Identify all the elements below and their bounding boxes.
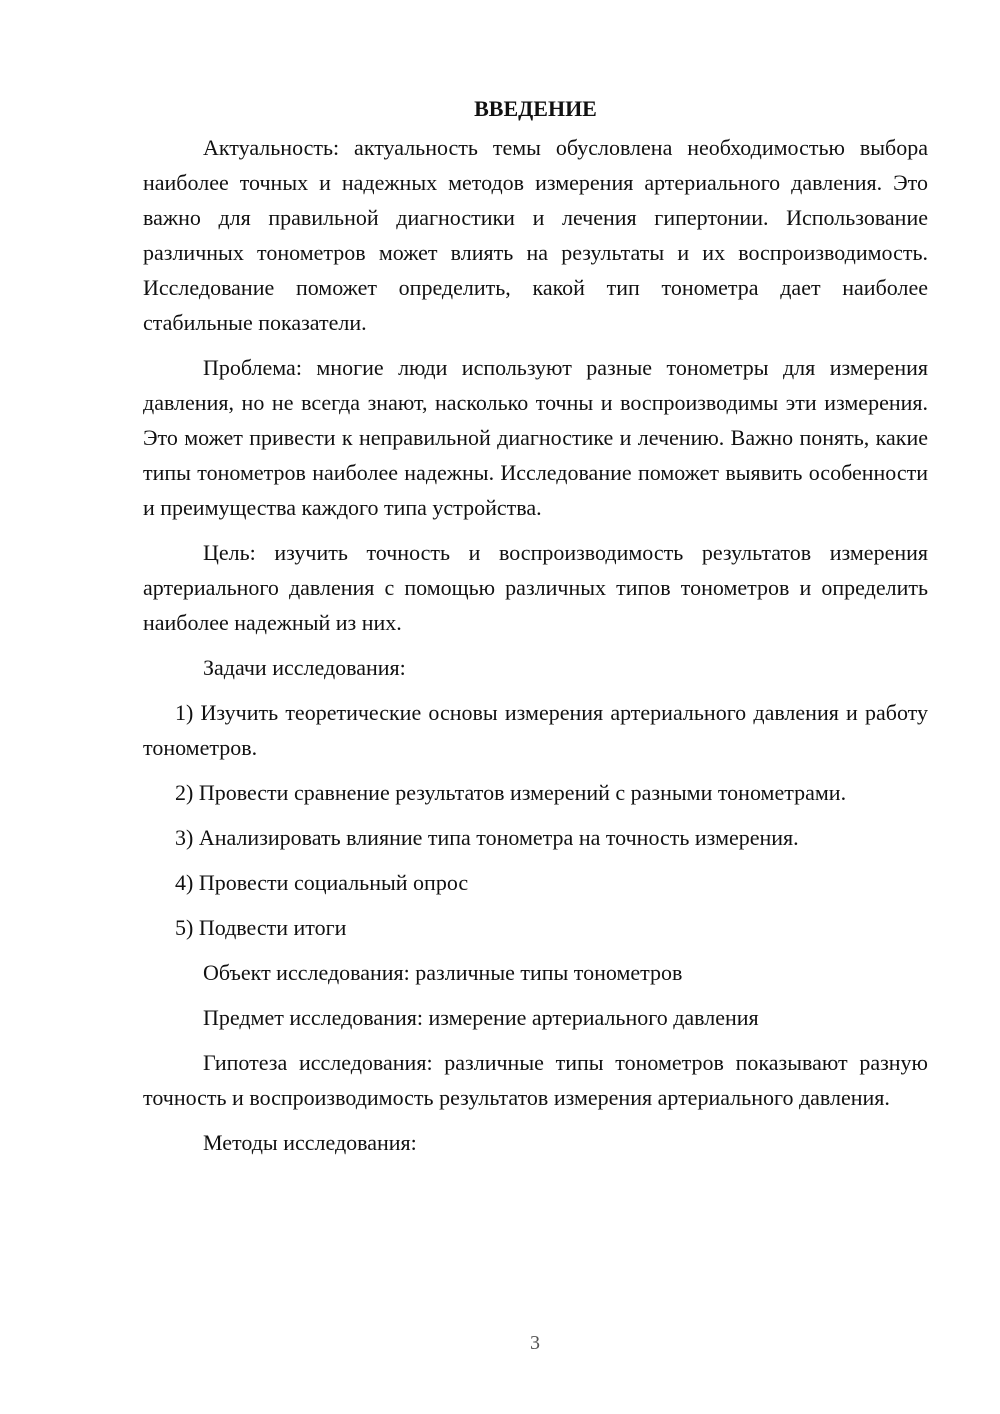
paragraph-relevance: Актуальность: актуальность темы обусловлена необходимостью выбора наиболее точных и надежных методов измерения артериального давления. Это важно для правильной диагностики и лечения гипертонии. Использование различных тонометров может влиять на результаты и их воспроизводимость. Исследование поможет определить, какой тип тонометра дает наиболее стабильные показатели. [143, 135, 928, 335]
paragraph-problem: Проблема: многие люди используют разные тонометры для измерения давления, но не всегда знают, насколько точны и воспроизводимы эти измерения. Это может привести к неправильной диагностике и лечению. Важно понять, какие типы тонометров наиболее надежны. Исследование поможет выявить особенности и преимущества каждого типа устройства. [143, 355, 928, 520]
paragraph-hypothesis: Гипотеза исследования: различные типы тонометров показывают разную точность и воспроизводимость результатов измерения артериального давления. [143, 1050, 928, 1110]
page-title: ВВЕДЕНИЕ [474, 96, 597, 121]
task-item-4: 4) Провести социальный опрос [175, 870, 469, 895]
task-item-5: 5) Подвести итоги [175, 915, 347, 940]
paragraph-goal: Цель: изучить точность и воспроизводимость результатов измерения артериального давления с помощью различных типов тонометров и определить наиболее надежный из них. [143, 540, 928, 635]
paragraph-tasks-heading: Задачи исследования: [203, 655, 406, 680]
task-item-2: 2) Провести сравнение результатов измерений с разными тонометрами. [175, 780, 847, 805]
page-number: 3 [530, 1332, 540, 1354]
task-item-3: 3) Анализировать влияние типа тонометра на точность измерения. [175, 825, 799, 850]
document-page [143, 92, 928, 1170]
paragraph-methods: Методы исследования: [203, 1130, 417, 1155]
paragraph-object: Объект исследования: различные типы тонометров [203, 960, 683, 985]
paragraph-subject: Предмет исследования: измерение артериального давления [203, 1005, 759, 1030]
task-item-1: 1) Изучить теоретические основы измерения артериального давления и работу тонометров. [143, 700, 928, 760]
